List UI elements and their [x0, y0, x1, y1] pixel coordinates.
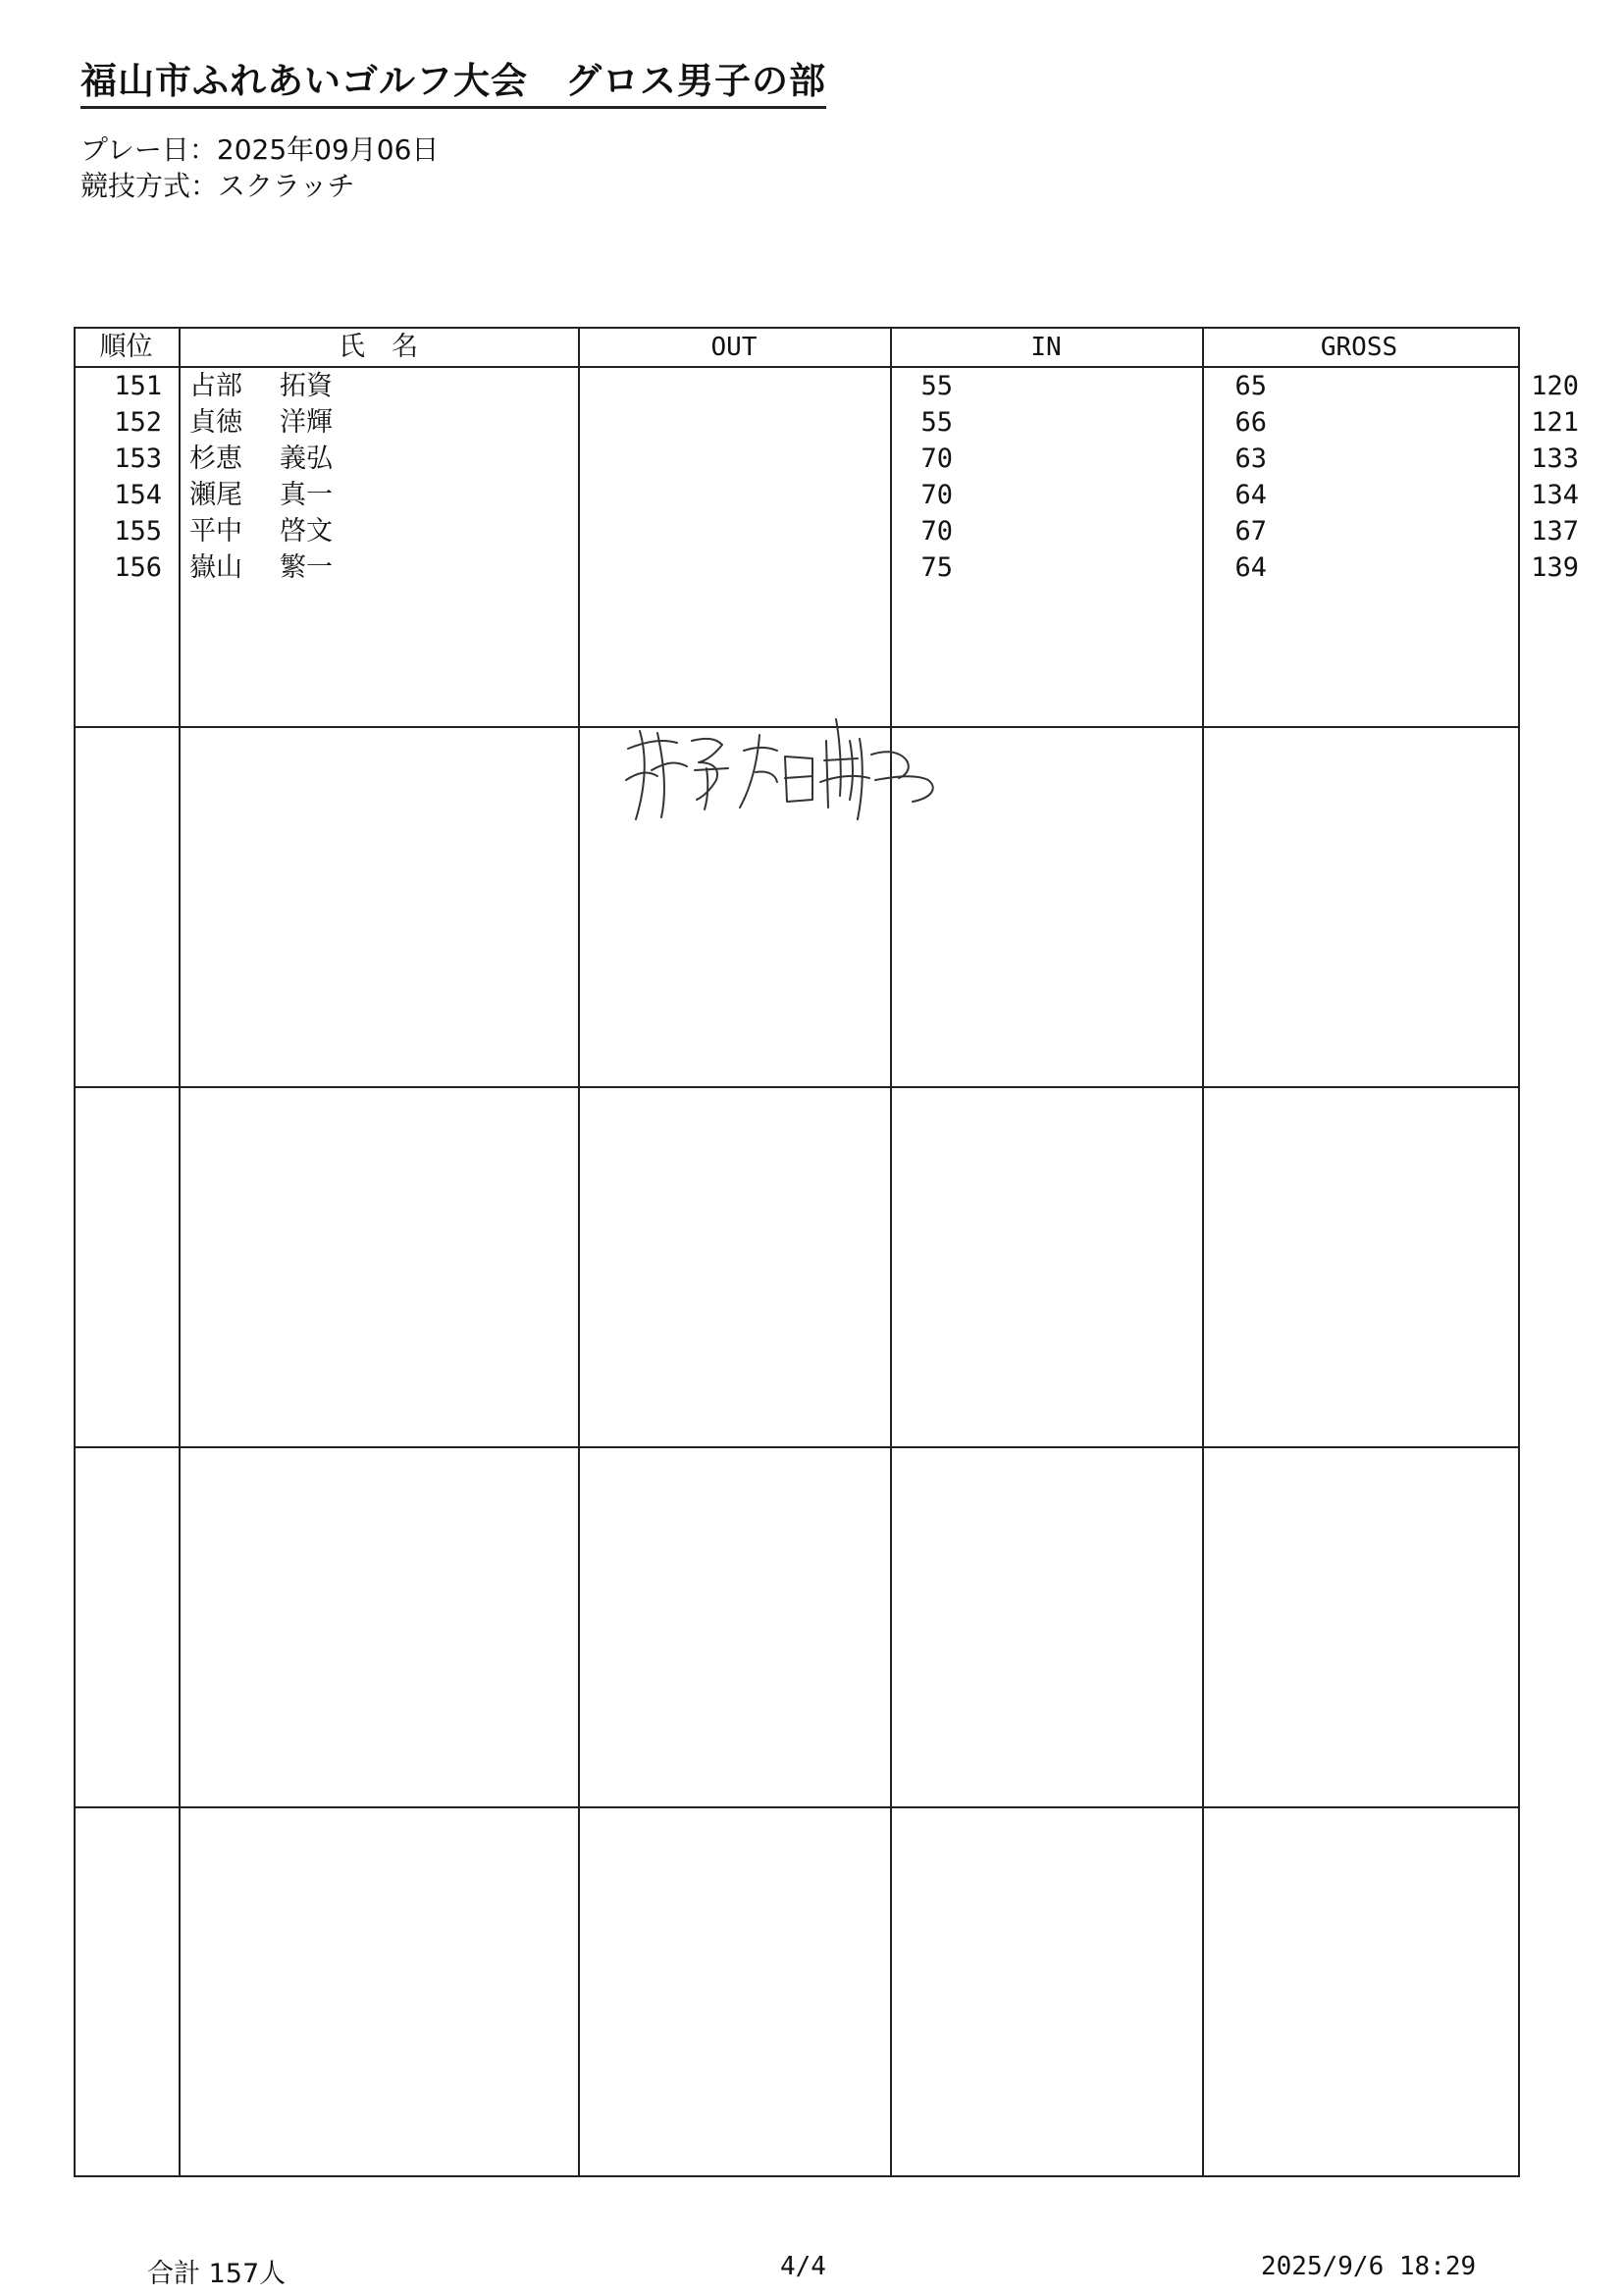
- play-date: プレー日：2025年09月06日: [80, 133, 440, 166]
- given-name: 啓文: [280, 516, 333, 547]
- rank-cell: 151: [114, 371, 162, 401]
- rank-cell: 152: [114, 407, 162, 438]
- handwritten-signature-icon: [618, 711, 962, 829]
- in-score: 66: [1234, 407, 1267, 438]
- column-divider: [890, 327, 892, 2175]
- family-name: 貞徳: [189, 407, 242, 438]
- family-name: 平中: [189, 516, 242, 547]
- family-name: 占部: [189, 371, 242, 401]
- total-count: 合計 157人: [147, 2259, 287, 2289]
- out-score: 70: [920, 516, 953, 547]
- family-name: 杉恵: [189, 444, 242, 474]
- block-divider: [74, 1086, 1518, 1088]
- printed-timestamp: 2025/9/6 18:29: [1261, 2252, 1477, 2281]
- in-score: 64: [1234, 480, 1267, 510]
- table-frame: [74, 327, 1520, 2177]
- rank-cell: 154: [114, 480, 162, 510]
- competition-format: 競技方式：スクラッチ: [80, 170, 355, 202]
- family-name: 嶽山: [189, 552, 242, 583]
- results-table: [74, 327, 1579, 2175]
- in-score: 64: [1234, 552, 1267, 583]
- column-header-rank: 順位: [99, 332, 153, 362]
- in-score: 63: [1234, 444, 1267, 474]
- name-cell: [189, 477, 474, 513]
- gross-score: 120: [1531, 371, 1579, 401]
- family-name: 瀬尾: [189, 480, 242, 510]
- column-divider: [578, 327, 580, 2175]
- out-score: 70: [920, 444, 953, 474]
- out-score: 75: [920, 552, 953, 583]
- gross-score: 139: [1531, 552, 1579, 583]
- in-score: 67: [1234, 516, 1267, 547]
- rank-cell: 156: [114, 552, 162, 583]
- gross-score: 134: [1531, 480, 1579, 510]
- block-divider: [74, 1446, 1518, 1448]
- gross-score: 121: [1531, 407, 1579, 438]
- gross-score: 133: [1531, 444, 1579, 474]
- given-name: 拓資: [280, 371, 333, 401]
- in-score: 65: [1234, 371, 1267, 401]
- given-name: 真一: [280, 480, 333, 510]
- given-name: 洋輝: [280, 407, 333, 438]
- block-divider: [74, 1806, 1518, 1808]
- name-cell: [189, 404, 474, 441]
- given-name: 繁一: [280, 552, 333, 583]
- name-cell: [189, 549, 474, 586]
- column-header-out: OUT: [710, 333, 758, 362]
- out-score: 70: [920, 480, 953, 510]
- rank-cell: 153: [114, 444, 162, 474]
- out-score: 55: [920, 371, 953, 401]
- column-header-name: 氏 名: [339, 332, 418, 362]
- column-header-gross: GROSS: [1320, 333, 1398, 362]
- page-number: 4/4: [780, 2252, 826, 2281]
- name-cell: [189, 513, 474, 549]
- out-score: 55: [920, 407, 953, 438]
- rank-cell: 155: [114, 516, 162, 547]
- column-divider: [179, 327, 181, 2175]
- page-title: 福山市ふれあいゴルフ大会 グロス男子の部: [80, 51, 826, 109]
- given-name: 義弘: [280, 444, 333, 474]
- column-divider: [1202, 327, 1204, 2175]
- name-cell: [189, 441, 474, 477]
- column-header-in: IN: [1030, 333, 1062, 362]
- name-cell: [189, 368, 474, 404]
- gross-score: 137: [1531, 516, 1579, 547]
